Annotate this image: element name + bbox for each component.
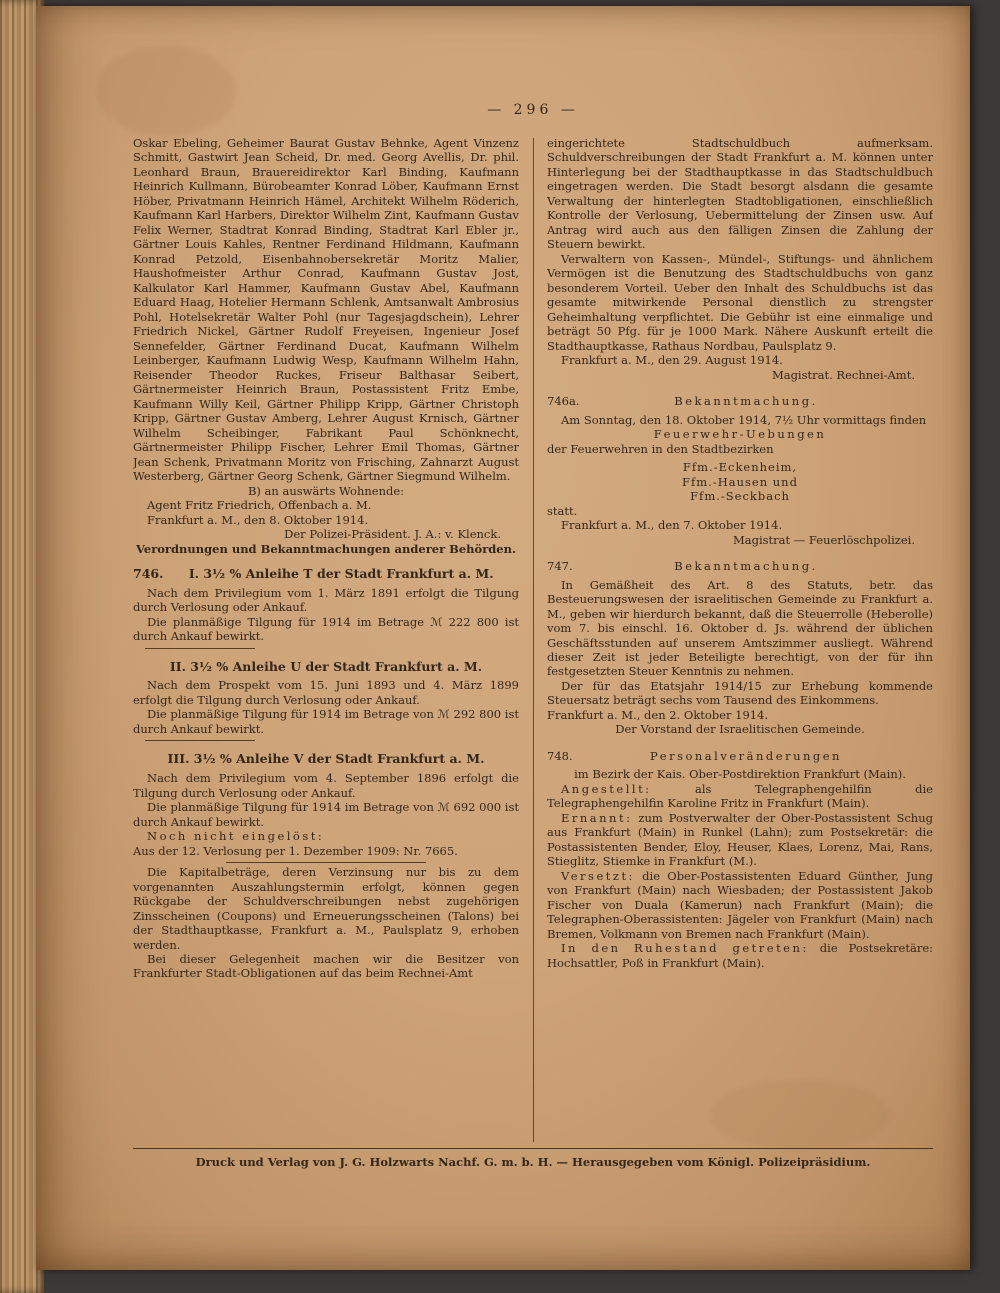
section-divider-rule — [145, 648, 255, 649]
personnel-lead-ruhestand: In den Ruhestand getreten: — [561, 941, 809, 956]
owners-notice-paragraph: Bei dieser Gelegenheit machen wir die Besitzer von Frankfurter Stadt-Obligationen auf das beim Rechnei-Amt — [133, 951, 519, 981]
bond-u-paragraph-2: Die planmäßige Tilgung für 1914 im Betrage von ℳ 292 800 ist durch Ankauf bewirkt. — [133, 707, 519, 736]
fire-drill-title: Feuerwehr-Uebungen — [653, 427, 827, 442]
personnel-paragraph-3 — [547, 869, 933, 941]
page-content — [133, 136, 933, 1142]
fire-drill-paragraph-1: Am Sonntag, den 18. Oktober 1914, 7½ Uhr vormittags finden — [561, 412, 927, 427]
announcement-747-heading — [547, 559, 933, 573]
bond-u-title: II. 3½ % Anleihe U der Stadt Frankfurt a. M. — [169, 658, 483, 674]
fire-drill-signature: Magistrat — Feuerlöschpolizei. — [732, 532, 915, 547]
bond-u-paragraph-1: Nach dem Prospekt vom 15. Juni 1893 und 4. März 1899 erfolgt die Tilgung durch Verlosung oder Ankauf. — [133, 678, 519, 707]
personnel-lead-ernannt: Ernannt: — [561, 810, 633, 825]
b-date-line: Frankfurt a. M., den 8. Oktober 1914. — [147, 512, 369, 527]
bond-t-title: I. 3½ % Anleihe T der Stadt Frankfurt a. M. — [188, 566, 494, 582]
subsection-b-heading: B) an auswärts Wohnende: — [247, 483, 405, 498]
bond-v-paragraph-1: Nach dem Privilegium vom 4. September 1896 erfolgt die Tilgung durch Verlosung oder Ankauf. — [133, 771, 519, 800]
bond-t-heading — [133, 566, 519, 582]
announcement-747-title: Bekanntmachung. — [674, 559, 818, 574]
bond-v-paragraph-2: Die planmäßige Tilgung für 1914 im Betrage von ℳ 692 000 ist durch Ankauf bewirkt. — [133, 800, 519, 829]
schuldbuch-date-line: Frankfurt a. M., den 29. August 1914. — [561, 353, 783, 368]
left-column — [133, 136, 519, 1142]
announcement-number-748: 748. — [547, 748, 573, 763]
personnel-rest-1: als Telegraphengehilfin die Telegraphengehilfin Karoline Fritz in Frankfurt (Main). — [547, 781, 933, 811]
b-entry: Agent Fritz Friedrich, Offenbach a. M. — [147, 498, 372, 513]
personnel-paragraph-2 — [547, 811, 933, 869]
announcement-number-746: 746. — [133, 566, 164, 582]
bond-v-heading — [133, 751, 519, 767]
personnel-rest-2: zum Postverwalter der Ober-Postassistent Schug aus Frankfurt (Main) in Runkel (Lahn); zum Postsekretär: die Postassistenten Bender, Eloy, Heuser, Klaes, Lorenz, Mai, Rans, Stieglitz, Stiemke in Frankfurt (M.). — [547, 810, 933, 869]
authorities-heading: Verordnungen und Bekanntmachungen anderer Behörden. — [136, 541, 516, 556]
imprint-footer: Druck und Verlag von J. G. Holzwarts Nachf. G. m. b. H. — Herausgegeben vom Königl. Polizeipräsidium. — [133, 1148, 933, 1169]
schuldbuch-signature: Magistrat. Rechnei-Amt. — [771, 367, 915, 382]
capital-paragraph: Die Kapitalbeträge, deren Verzinsung nur bis zu dem vorgenannten Auszahlungstermin erfolgt, können gegen Rückgabe der Schuldverschreibungen nebst zugehörigen Zinsscheinen (Coupons) und Erneuerungsscheinen (Talons) bei der Stadthauptkasse, Frankfurt a. M., Paulsplatz 9, erhoben werden. — [133, 865, 519, 952]
tax-roll-date-line: Frankfurt a. M., den 2. Oktober 1914. — [547, 707, 769, 722]
page-number: — 296 — — [487, 102, 579, 118]
announcement-748-title: Personalveränderungen — [650, 748, 842, 763]
district-item: Ffm.-Seckbach — [690, 489, 790, 504]
personnel-paragraph-1 — [547, 782, 933, 811]
personnel-rest-4: die Postsekretäre: Hochsattler, Poß in Frankfurt (Main). — [547, 941, 933, 970]
bond-u-heading — [133, 659, 519, 675]
fire-drill-statt: statt. — [547, 503, 578, 518]
personnel-subtitle: im Bezirk der Kais. Ober-Postdirektion Frankfurt (Main). — [574, 767, 906, 782]
announcement-746a-title: Bekanntmachung. — [674, 394, 818, 409]
fire-drill-paragraph-2: der Feuerwehren in den Stadtbezirken — [547, 441, 774, 456]
tax-roll-signature: Der Vorstand der Israelitischen Gemeinde. — [615, 722, 865, 737]
fire-drill-date-line: Frankfurt a. M., den 7. Oktober 1914. — [561, 518, 783, 533]
section-divider-rule — [226, 862, 426, 863]
not-redeemed-label: Noch nicht eingelöst: — [147, 829, 325, 844]
district-item: Ffm.-Eckenheim, — [682, 460, 798, 475]
b-signature: Der Polizei-Präsident. J. A.: v. Klenck. — [284, 527, 501, 542]
personnel-lead-versetzt: Versetzt: — [561, 868, 635, 883]
paper-stain — [96, 46, 236, 136]
bond-v-title: III. 3½ % Anleihe V der Stadt Frankfurt a. M. — [167, 751, 485, 767]
personnel-rest-3: die Ober-Postassistenten Eduard Günther, Jung von Frankfurt (Main) nach Wiesbaden; der Postassistent Jakob Fischer von Duala (Kamerun) nach Frankfurt (Main); die Telegraphen-Oberassistenten: Jägeler von Frankfurt (Main) nach Bremen, Volkmann von Bremen nach Frankfurt (Main). — [547, 868, 933, 941]
schuldbuch-paragraph-2: Verwaltern von Kassen-, Mündel-, Stiftungs- und ähnlichem Vermögen ist die Benutzung des Stadtschuldbuchs von ganz besonderem Vorteil. Ueber den Inhalt des Schuldbuchs ist das gesamte mitwirkende Personal dienstlich zu strengster Geheimhaltung verpflichtet. Die Gebühr ist eine einmalige und beträgt 50 Pfg. für je 1000 Mark. Nähere Auskunft erteilt die Stadthauptkasse, Rathaus Nordbau, Paulsplatz 9. — [547, 251, 933, 353]
district-item: Ffm.-Hausen und — [682, 474, 798, 489]
names-paragraph: Oskar Ebeling, Geheimer Baurat Gustav Behnke, Agent Vinzenz Schmitt, Gastwirt Jean Scheid, Dr. med. Georg Avellis, Dr. phil. Leonhard Braun, Brauereidirektor Karl Binding, Kaufmann Heinrich Kullmann, Bürobeamter Konrad Löber, Kaufmann Ernst Höber, Privatmann Heinrich Hämel, Architekt Wilhelm Röderich, Kaufmann Karl Harbers, Direktor Wilhelm Zint, Kaufmann Gustav Felix Werner, Stadtrat Konrad Binding, Stadtrat Karl Ebler jr., Gärtner Louis Kahles, Rentner Ferdinand Hildmann, Kaufmann Konrad Petzold, Eisenbahnobersekretär Moritz Malier, Haushofmeister Arthur Conrad, Kaufmann Gustav Jost, Kalkulator Karl Hammer, Kaufmann Gustav Abel, Kaufmann Eduard Haag, Hotelier Hermann Schlenk, Amtsanwalt Ambrosius Pohl, Hotelsekretär Walter Pohl (nur Tagesjagdschein), Lehrer Friedrich Nickel, Gärtner Rudolf Freyeisen, Ingenieur Josef Sennefelder, Gärtner Ferdinand Ducat, Kaufmann Wilhelm Leinberger, Kaufmann Ludwig Wesp, Kaufmann Wilhelm Hahn, Reisender Theodor Ruckes, Friseur Balthasar Seibert, Gärtnermeister Heinrich Braun, Postassistent Fritz Embe, Kaufmann Willy Keil, Gärtner Philipp Kripp, Gärtner Christoph Kripp, Gärtner Gustav Amberg, Lehrer August Krnisch, Gärtner Wilhelm Scheibinger, Fabrikant Paul Schönknecht, Gärtnermeister Philipp Fischer, Lehrer Emil Thomas, Gärtner Jean Schenk, Privatmann Moritz von Frisching, Zahnarzt August Westerberg, Gärtner Georg Schenk, Gärtner Siegmund Wilhelm. — [133, 136, 519, 484]
personnel-lead-angestellt: Angestellt: — [561, 781, 652, 796]
announcement-746a-heading — [547, 394, 933, 408]
tax-roll-paragraph-1: In Gemäßheit des Art. 8 des Statuts, betr. das Besteuerungswesen der israelitischen Gemeinde zu Frankfurt a. M., geben wir hierdurch bekannt, daß die Steuerrolle (Heberolle) vom 7. bis einschl. 16. Oktober d. Js. während der üblichen Geschäftsstunden auf unserem Amtszimmer ausliegt. Während dieser Zeit ist jeder Beteiligte berechtigt, von der für ihn festgesetzten Steuer Kenntnis zu nehmen. — [547, 577, 933, 679]
bond-t-paragraph-2: Die planmäßige Tilgung für 1914 im Betrage ℳ 222 800 ist durch Ankauf bewirkt. — [133, 614, 519, 644]
schuldbuch-paragraph-1: eingerichtete Stadtschuldbuch aufmerksam. Schuldverschreibungen der Stadt Frankfurt a. M. können unter Hinterlegung bei der Stadthauptkasse in das Stadtschuldbuch eingetragen werden. Die Stadt besorgt alsdann die gesamte Verwaltung der hinterlegten Stadtobligationen, einschließlich Kontrolle der Verlosung, Uebermittelung der Zinsen usw. Auf Antrag wird auch aus den fälligen Zinsen die Zahlung der Steuern bewirkt. — [547, 136, 933, 252]
right-column — [547, 136, 933, 1142]
personnel-paragraph-4 — [547, 941, 933, 970]
district-list — [547, 460, 933, 503]
announcement-number-747: 747. — [547, 559, 573, 574]
announcement-number-746a: 746a. — [547, 394, 580, 409]
not-redeemed-line: Aus der 12. Verlosung per 1. Dezember 1909: Nr. 7665. — [133, 843, 458, 858]
tax-roll-paragraph-2: Der für das Etatsjahr 1914/15 zur Erhebung kommende Steuersatz beträgt sechs vom Tausend des Einkommens. — [547, 678, 933, 708]
bond-t-paragraph-1: Nach dem Privilegium vom 1. März 1891 erfolgt die Tilgung durch Verlosung oder Ankauf. — [133, 585, 519, 615]
section-divider-rule — [145, 740, 255, 741]
scanned-page — [36, 6, 970, 1270]
announcement-748-heading — [547, 749, 933, 763]
